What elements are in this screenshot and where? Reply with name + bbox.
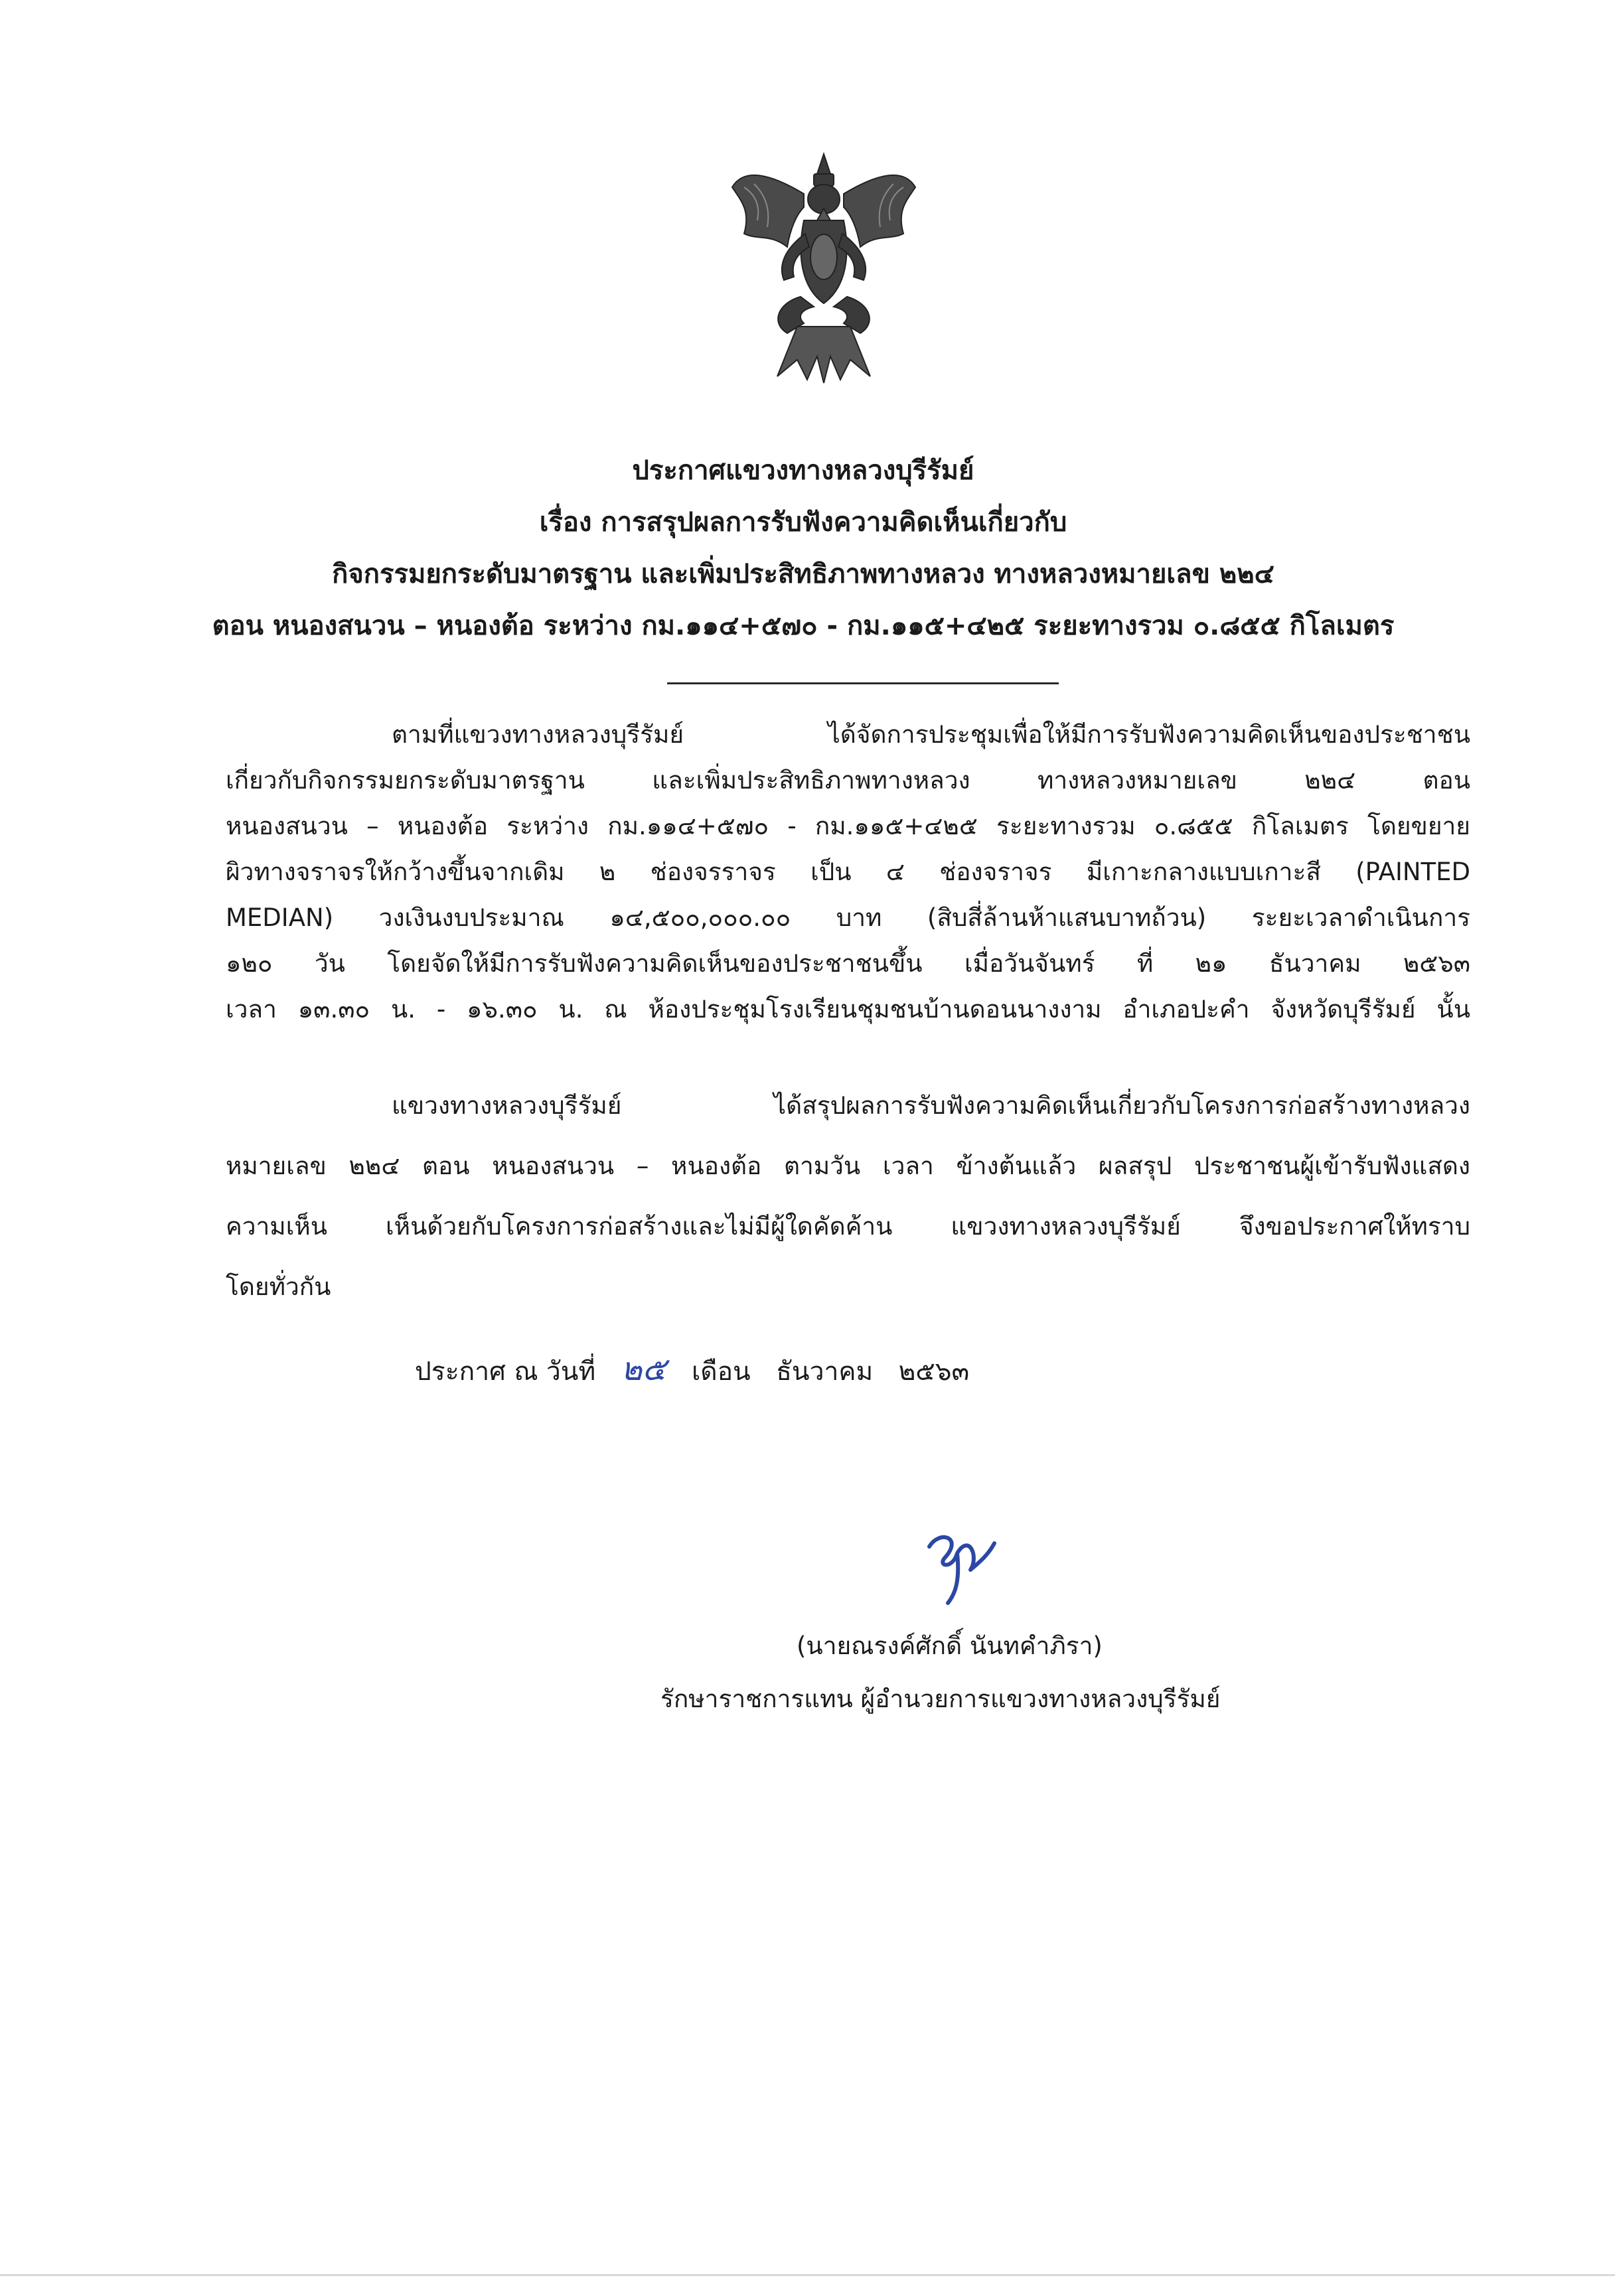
- paragraph-line: หมายเลข ๒๒๔ ตอน หนองสนวน – หนองต้อ ตามวัน เวลา ข้างต้นแล้ว ผลสรุป ประชาชนผู้เข้ารับฟังแสดง: [226, 1152, 1470, 1180]
- handwritten-signature: [916, 1520, 1002, 1606]
- year: ๒๕๖๓: [898, 1357, 970, 1387]
- paragraph-line: โดยทั่วกัน: [226, 1272, 331, 1301]
- handwritten-day: ๒๕: [621, 1351, 666, 1388]
- paragraph-line: แขวงทางหลวงบุรีรัมย์ ได้สรุปผลการรับฟังความคิดเห็นเกี่ยวกับโครงการก่อสร้างทางหลวง: [392, 1091, 1470, 1120]
- paragraph-1: [226, 712, 1470, 1032]
- scan-edge: [0, 2274, 1615, 2276]
- paragraph-line: ผิวทางจราจรให้กว้างขึ้นจากเดิม ๒ ช่องจรราจร เป็น ๔ ช่องจราจร มีเกาะกลางแบบเกาะสี (PAINTED: [226, 858, 1470, 886]
- announcement-prefix: ประกาศ ณ วันที่: [415, 1357, 596, 1387]
- month-label: เดือน: [691, 1357, 751, 1387]
- header-title: ประกาศแขวงทางหลวงบุรีรัมย์: [632, 455, 974, 486]
- paragraph-line: เกี่ยวกับกิจกรรมยกระดับมาตรฐาน และเพิ่มประสิทธิภาพทางหลวง ทางหลวงหมายเลข ๒๒๔ ตอน: [226, 766, 1470, 795]
- paragraph-2: [226, 1075, 1470, 1317]
- header-divider: [667, 682, 1059, 684]
- paragraph-line: ความเห็น เห็นด้วยกับโครงการก่อสร้างและไม่มีผู้ใดคัดค้าน แขวงทางหลวงบุรีรัมย์ จึงขอประกาศให้ทราบ: [226, 1212, 1470, 1241]
- header-activity: กิจกรรมยกระดับมาตรฐาน และเพิ่มประสิทธิภาพทางหลวง ทางหลวงหมายเลข ๒๒๔: [332, 559, 1274, 589]
- header-section: ตอน หนองสนวน – หนองต้อ ระหว่าง กม.๑๑๔+๕๗๐ - กม.๑๑๕+๔๒๕ ระยะทางรวม ๐.๘๕๕ กิโลเมตร: [212, 611, 1395, 641]
- signatory-position: รักษาราชการแทน ผู้อำนวยการแขวงทางหลวงบุรีรัมย์: [660, 1685, 1221, 1713]
- paragraph-line: ๑๒๐ วัน โดยจัดให้มีการรับฟังความคิดเห็นของประชาชนขึ้น เมื่อวันจันทร์ ที่ ๒๑ ธันวาคม ๒๕๖๓: [226, 949, 1470, 978]
- garuda-emblem-icon: [724, 147, 924, 386]
- paragraph-line: ตามที่แขวงทางหลวงบุรีรัมย์ ได้จัดการประชุมเพื่อให้มีการรับฟังความคิดเห็นของประชาชน: [392, 720, 1470, 749]
- document-header: [199, 445, 1407, 652]
- header-subject: เรื่อง การสรุปผลการรับฟังความคิดเห็นเกี่ยวกับ: [539, 507, 1067, 538]
- paragraph-line: MEDIAN) วงเงินงบประมาณ ๑๔,๕๐๐,๐๐๐.๐๐ บาท (สิบสี่ล้านห้าแสนบาทถ้วน) ระยะเวลาดำเนินการ: [226, 903, 1470, 932]
- announcement-date: [415, 1344, 986, 1395]
- month: ธันวาคม: [776, 1357, 874, 1387]
- paragraph-line: หนองสนวน – หนองต้อ ระหว่าง กม.๑๑๔+๕๗๐ - กม.๑๑๕+๔๒๕ ระยะทางรวม ๐.๘๕๕ กิโลเมตร โดยขยาย: [226, 812, 1470, 840]
- paragraph-line: เวลา ๑๓.๓๐ น. - ๑๖.๓๐ น. ณ ห้องประชุมโรงเรียนชุมชนบ้านดอนนางงาม อำเภอปะคำ จังหวัดบุรีรัมย์ นั้น: [226, 995, 1470, 1024]
- signatory-name: (นายณรงค์ศักดิ์ นันทคำภิรา): [797, 1632, 1103, 1660]
